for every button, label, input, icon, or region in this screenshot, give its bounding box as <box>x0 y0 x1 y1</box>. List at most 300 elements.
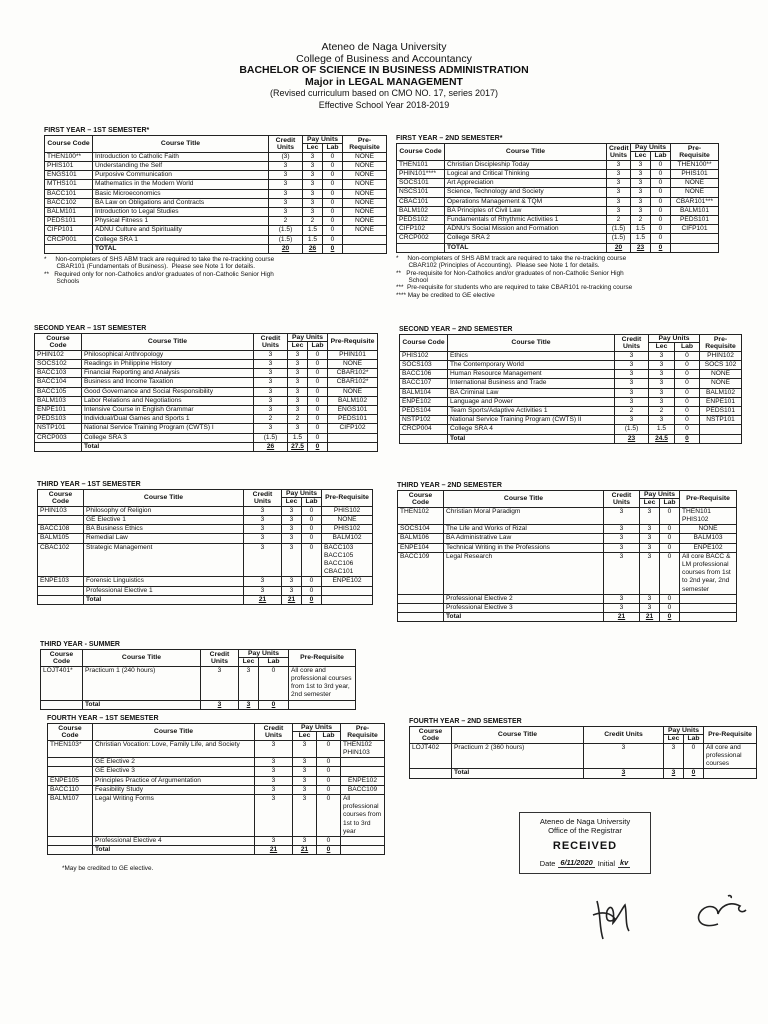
prerequisite <box>680 604 737 613</box>
header-course-title: Course Title <box>83 650 201 667</box>
course-title: Intensive Course in English Grammar <box>82 406 254 415</box>
signature-right <box>688 890 748 938</box>
credit-units: 3 <box>255 740 293 757</box>
course-code: CIFP102 <box>397 225 445 234</box>
course-code: BALM103 <box>35 396 82 405</box>
major-title: Major in LEGAL MANAGEMENT <box>305 75 463 88</box>
lab-units: 0 <box>675 388 700 397</box>
credit-units: 3 <box>244 534 282 543</box>
course-title: Total <box>444 613 604 622</box>
course-title: Principles Practice of Argumentation <box>93 776 255 785</box>
header-course-code: Course Code <box>400 335 448 352</box>
semester-notes <box>396 255 719 299</box>
lec-units: 3 <box>664 769 684 778</box>
lec-units: 3 <box>282 534 302 543</box>
document-header <box>0 42 768 111</box>
course-code: CRCP004 <box>400 425 448 434</box>
lab-units: 0 <box>660 543 680 552</box>
lab-units: 0 <box>651 225 671 234</box>
lab-units: 0 <box>651 160 671 169</box>
course-row <box>48 837 385 846</box>
lab-units: 0 <box>684 769 704 778</box>
prerequisite <box>671 243 719 252</box>
prerequisite: NSTP101 <box>700 416 742 425</box>
header-pay-units: Pay Units <box>282 490 322 498</box>
total-row <box>35 442 378 451</box>
course-row <box>35 350 378 359</box>
lab-units: 0 <box>651 234 671 243</box>
prerequisite: NONE <box>343 189 387 198</box>
course-code: BACC106 <box>400 370 448 379</box>
header-prerequisite: Pre-Requisite <box>704 727 757 744</box>
lab-units: 0 <box>302 525 322 534</box>
course-code: BALM105 <box>38 534 84 543</box>
course-title: Business and Income Taxation <box>82 378 254 387</box>
header-credit-units: Credit Units <box>201 650 239 667</box>
lab-units: 0 <box>317 846 341 855</box>
prerequisite <box>328 433 378 442</box>
credit-units: 3 <box>607 206 631 215</box>
course-row <box>45 198 387 207</box>
lec-units: 21 <box>282 595 302 604</box>
semester-title: FIRST YEAR – 2ND SEMESTER* <box>396 135 503 142</box>
course-title: Introduction to Catholic Faith <box>93 152 269 161</box>
header-credit-units: Credit Units <box>244 490 282 507</box>
course-row <box>38 525 373 534</box>
lab-units: 0 <box>302 577 322 586</box>
lab-units: 0 <box>302 595 322 604</box>
course-code: THEN103* <box>48 740 93 757</box>
header-pay-units: Pay Units <box>664 727 704 735</box>
prerequisite: NONE <box>671 188 719 197</box>
course-title: Christian Vocation: Love, Family Life, and Society <box>93 740 255 757</box>
lab-units: 0 <box>651 170 671 179</box>
header-course-title: Course Title <box>445 144 607 161</box>
course-code: PHIN101**** <box>397 170 445 179</box>
stamp-office: Office of the Registrar <box>548 826 622 835</box>
course-title: Christian Discipleship Today <box>445 160 607 169</box>
prerequisite <box>322 586 373 595</box>
credit-units: 3 <box>201 666 239 700</box>
lec-units: 3 <box>293 837 317 846</box>
course-row <box>48 785 385 794</box>
course-title: Professional Elective 2 <box>444 594 604 603</box>
course-row <box>397 170 719 179</box>
course-code: NSTP101 <box>35 424 82 433</box>
stamp-university: Ateneo de Naga University <box>539 817 631 826</box>
prerequisite: THEN101 PHIS102 <box>680 507 737 524</box>
course-table <box>44 135 387 254</box>
course-code: MTHS101 <box>45 180 93 189</box>
course-code <box>398 594 444 603</box>
course-row <box>400 407 742 416</box>
prerequisite: SOCS 102 <box>700 361 742 370</box>
course-code: BACC107 <box>400 379 448 388</box>
lec-units: 3 <box>293 758 317 767</box>
prerequisite: ENPE102 <box>680 543 737 552</box>
header-course-code: Course Code <box>48 724 93 741</box>
credit-units: (1.5) <box>607 225 631 234</box>
course-row <box>45 162 387 171</box>
course-code: BACC102 <box>45 198 93 207</box>
course-row <box>35 396 378 405</box>
course-code <box>38 516 84 525</box>
course-row <box>35 378 378 387</box>
lec-units: 3 <box>631 188 651 197</box>
prerequisite: All core BACC & LM professional courses from 1st to 2nd year, 2nd semester <box>680 552 737 594</box>
course-title: ADNU Culture and Spirituality <box>93 226 269 235</box>
course-title: National Service Training Program (CWTS) II <box>448 416 615 425</box>
lec-units: 3 <box>293 785 317 794</box>
credit-units: 3 <box>269 198 303 207</box>
semester-notes <box>44 256 387 286</box>
course-title: BA Administrative Law <box>444 534 604 543</box>
second-year-2nd-semester <box>399 326 742 444</box>
lab-units: 0 <box>675 397 700 406</box>
course-code: BALM101 <box>45 208 93 217</box>
registrar-received-stamp <box>519 812 651 874</box>
course-row <box>38 586 373 595</box>
lec-units: 3 <box>649 416 675 425</box>
course-title: Ethics <box>448 351 615 360</box>
prerequisite <box>289 700 356 709</box>
second-year-1st-semester <box>34 325 378 452</box>
lab-units: 0 <box>323 198 343 207</box>
lec-units: 3 <box>288 360 308 369</box>
course-title: Total <box>83 700 201 709</box>
revision-note: (Revised curriculum based on CMO NO. 17, series 2017) <box>269 88 499 98</box>
credit-units: 3 <box>607 179 631 188</box>
lec-units: 3 <box>649 370 675 379</box>
course-title: Practicum 1 (240 hours) <box>83 666 201 700</box>
course-title: Physical Fitness 1 <box>93 217 269 226</box>
lec-units: 3 <box>303 152 323 161</box>
header-prerequisite: Pre-Requisite <box>671 144 719 161</box>
course-code: ENGS101 <box>45 171 93 180</box>
lab-units: 0 <box>323 217 343 226</box>
course-title: Total <box>82 442 254 451</box>
header-lec: Lec <box>282 498 302 506</box>
lec-units: 3 <box>649 351 675 360</box>
prerequisite: PHIS102 <box>322 525 373 534</box>
credit-units: 3 <box>255 758 293 767</box>
lec-units: 24.5 <box>649 434 675 443</box>
course-title: Readings in Philippine History <box>82 360 254 369</box>
prerequisite <box>343 235 387 244</box>
course-row <box>397 160 719 169</box>
course-row <box>398 534 737 543</box>
credit-units: 3 <box>254 424 288 433</box>
prerequisite: PEDS101 <box>700 407 742 416</box>
course-code: PHIN102 <box>35 350 82 359</box>
header-lec: Lec <box>664 735 684 743</box>
course-code <box>48 837 93 846</box>
lec-units: 2 <box>631 216 651 225</box>
prerequisite: NONE <box>343 208 387 217</box>
credit-units: 3 <box>584 769 664 778</box>
prerequisite <box>341 837 385 846</box>
course-title: Legal Research <box>444 552 604 594</box>
credit-units: 3 <box>255 837 293 846</box>
third-year-summer <box>40 641 356 710</box>
lec-units: 1.5 <box>631 234 651 243</box>
credit-units: 3 <box>269 208 303 217</box>
course-title: College SRA 2 <box>445 234 607 243</box>
course-code: ENPE103 <box>38 577 84 586</box>
course-row <box>35 406 378 415</box>
course-title: Language and Power <box>448 397 615 406</box>
course-code <box>398 604 444 613</box>
prerequisite: BALM103 <box>680 534 737 543</box>
lab-units: 0 <box>651 188 671 197</box>
course-title: Technical Writing in the Professions <box>444 543 604 552</box>
course-code: BACC108 <box>38 525 84 534</box>
stamp-initial-label: Initial <box>597 859 615 868</box>
lec-units: 3 <box>288 350 308 359</box>
course-code: PHIN103 <box>38 506 84 515</box>
course-title: Logical and Critical Thinking <box>445 170 607 179</box>
course-row <box>397 206 719 215</box>
header-lab: Lab <box>684 735 704 743</box>
course-table <box>396 143 719 253</box>
credit-units: 3 <box>604 543 640 552</box>
lec-units: 3 <box>640 543 660 552</box>
course-row <box>35 433 378 442</box>
course-title: Strategic Management <box>84 543 244 577</box>
course-code <box>410 769 452 778</box>
course-row <box>398 604 737 613</box>
course-code: ENPE102 <box>400 397 448 406</box>
credit-units: 3 <box>254 378 288 387</box>
credit-units: 3 <box>201 700 239 709</box>
semester-title: THIRD YEAR – 2ND SEMESTER <box>397 482 502 489</box>
note-line: *** Pre-requisite for students who are required to take CBAR101 re-tracking course <box>396 284 633 292</box>
lec-units: 26 <box>303 244 323 253</box>
lec-units: 2 <box>303 217 323 226</box>
course-code: SOCS102 <box>35 360 82 369</box>
lec-units: 3 <box>303 208 323 217</box>
semester-title: FOURTH YEAR – 2ND SEMESTER <box>409 718 522 725</box>
lab-units: 0 <box>675 425 700 434</box>
course-title: Mathematics in the Modern World <box>93 180 269 189</box>
header-lec: Lec <box>631 152 651 160</box>
credit-units: 3 <box>244 525 282 534</box>
course-title: Forensic Linguistics <box>84 577 244 586</box>
course-row <box>38 516 373 525</box>
course-title: Total <box>452 769 584 778</box>
course-row <box>398 552 737 594</box>
university-name: Ateneo de Naga University <box>321 41 447 53</box>
credit-units: (1.5) <box>615 425 649 434</box>
course-table <box>397 490 737 622</box>
lab-units: 0 <box>308 406 328 415</box>
credit-units: 3 <box>244 516 282 525</box>
lec-units: 2 <box>288 415 308 424</box>
header-lab: Lab <box>308 342 328 350</box>
lec-units: 3 <box>293 767 317 776</box>
lab-units: 0 <box>651 197 671 206</box>
course-code: ENPE101 <box>35 406 82 415</box>
total-row <box>48 846 385 855</box>
course-code: PEDS103 <box>35 415 82 424</box>
course-code: LOJT401* <box>41 666 83 700</box>
credit-units: 3 <box>269 180 303 189</box>
course-row <box>410 743 757 769</box>
lab-units: 0 <box>317 758 341 767</box>
credit-units: 3 <box>615 416 649 425</box>
course-row <box>35 387 378 396</box>
prerequisite: NONE <box>343 171 387 180</box>
header-course-code: Course Code <box>45 136 93 153</box>
course-code <box>38 586 84 595</box>
lab-units: 0 <box>308 360 328 369</box>
course-code: CRCP003 <box>35 433 82 442</box>
course-row <box>35 369 378 378</box>
lec-units: 3 <box>282 516 302 525</box>
prerequisite: All professional courses from 1st to 3rd year <box>341 795 385 837</box>
credit-units: 3 <box>269 171 303 180</box>
lec-units: 21 <box>640 613 660 622</box>
header-course-code: Course Code <box>410 727 452 744</box>
credit-units: 2 <box>615 407 649 416</box>
course-table <box>40 649 356 710</box>
credit-units: 3 <box>607 160 631 169</box>
lab-units: 0 <box>259 666 289 700</box>
course-row <box>400 416 742 425</box>
lec-units: 3 <box>649 361 675 370</box>
lab-units: 0 <box>317 740 341 757</box>
lab-units: 0 <box>323 244 343 253</box>
prerequisite: NONE <box>700 379 742 388</box>
credit-units: 3 <box>254 360 288 369</box>
course-code: SOCS103 <box>400 361 448 370</box>
prerequisite: CBAR102* <box>328 369 378 378</box>
stamp-initial-value: kv <box>620 858 629 867</box>
total-row <box>41 700 356 709</box>
lec-units: 3 <box>282 506 302 515</box>
credit-units: 21 <box>255 846 293 855</box>
course-row <box>398 507 737 524</box>
course-table <box>399 334 742 444</box>
lec-units: 3 <box>288 424 308 433</box>
college-name: College of Business and Accountancy <box>296 52 472 65</box>
prerequisite: ENPE101 <box>700 397 742 406</box>
lec-units: 3 <box>303 180 323 189</box>
prerequisite <box>680 613 737 622</box>
lec-units: 3 <box>640 507 660 524</box>
course-title: Philosophy of Religion <box>84 506 244 515</box>
course-code: CBAC102 <box>38 543 84 577</box>
credit-units: 23 <box>615 434 649 443</box>
semester-title: SECOND YEAR – 1ST SEMESTER <box>34 325 147 332</box>
course-code: ENPE104 <box>398 543 444 552</box>
credit-units: 3 <box>254 387 288 396</box>
course-row <box>400 379 742 388</box>
prerequisite <box>322 595 373 604</box>
prerequisite: NONE <box>343 152 387 161</box>
prerequisite: NONE <box>343 198 387 207</box>
course-title: BA Law on Obligations and Contracts <box>93 198 269 207</box>
course-code: BALM107 <box>48 795 93 837</box>
course-title: Remedial Law <box>84 534 244 543</box>
credit-units: 3 <box>607 197 631 206</box>
lec-units: 3 <box>649 388 675 397</box>
signature-left <box>585 893 645 943</box>
header-credit-units: Credit Units <box>255 724 293 741</box>
fourth-year-2nd-semester <box>409 718 757 779</box>
lab-units: 0 <box>323 171 343 180</box>
prerequisite: NONE <box>700 370 742 379</box>
lec-units: 3 <box>631 179 651 188</box>
lab-units: 0 <box>308 442 328 451</box>
course-row <box>48 776 385 785</box>
lab-units: 0 <box>675 370 700 379</box>
course-title: College SRA 3 <box>82 433 254 442</box>
course-row <box>48 795 385 837</box>
lec-units: 3 <box>640 604 660 613</box>
prerequisite: PEDS101 <box>671 216 719 225</box>
lec-units: 3 <box>640 534 660 543</box>
header-pay-units: Pay Units <box>303 136 343 144</box>
header-prerequisite: Pre-Requisite <box>328 334 378 351</box>
lec-units: 3 <box>282 586 302 595</box>
lec-units: 1.5 <box>303 235 323 244</box>
credit-units: 20 <box>269 244 303 253</box>
lab-units: 0 <box>323 180 343 189</box>
prerequisite <box>700 434 742 443</box>
total-row <box>400 434 742 443</box>
lab-units: 0 <box>660 613 680 622</box>
prerequisite: PEDS101 <box>328 415 378 424</box>
lab-units: 0 <box>308 350 328 359</box>
prerequisite: BACC109 <box>341 785 385 794</box>
course-title: Labor Relations and Negotiations <box>82 396 254 405</box>
prerequisite <box>671 234 719 243</box>
course-code: THEN100** <box>45 152 93 161</box>
fourth-year-1st-semester <box>47 715 385 855</box>
third-year-2nd-semester <box>397 482 737 622</box>
course-title: Total <box>84 595 244 604</box>
credit-units: 3 <box>604 552 640 594</box>
lab-units: 0 <box>259 700 289 709</box>
header-credit-units: Credit Units <box>584 727 664 744</box>
prerequisite: NONE <box>343 217 387 226</box>
lab-units: 0 <box>660 604 680 613</box>
lec-units: 3 <box>631 197 651 206</box>
lec-units: 3 <box>303 171 323 180</box>
header-prerequisite: Pre-Requisite <box>680 491 737 508</box>
prerequisite: BACC103 BACC105 BACC106 CBAC101 <box>322 543 373 577</box>
course-title: TOTAL <box>93 244 269 253</box>
course-title: BA Principles of Civil Law <box>445 206 607 215</box>
total-row <box>38 595 373 604</box>
lec-units: 1.5 <box>288 433 308 442</box>
lec-units: 3 <box>631 206 651 215</box>
lec-units: 3 <box>239 666 259 700</box>
lab-units: 0 <box>302 586 322 595</box>
prerequisite: CBAR102* <box>328 378 378 387</box>
course-code <box>397 243 445 252</box>
lab-units: 0 <box>323 162 343 171</box>
course-code: PEDS101 <box>45 217 93 226</box>
course-row <box>38 506 373 515</box>
lec-units: 3 <box>303 198 323 207</box>
lab-units: 0 <box>323 152 343 161</box>
lab-units: 0 <box>308 415 328 424</box>
course-row <box>400 351 742 360</box>
header-lec: Lec <box>640 499 660 507</box>
course-title: Art Appreciation <box>445 179 607 188</box>
